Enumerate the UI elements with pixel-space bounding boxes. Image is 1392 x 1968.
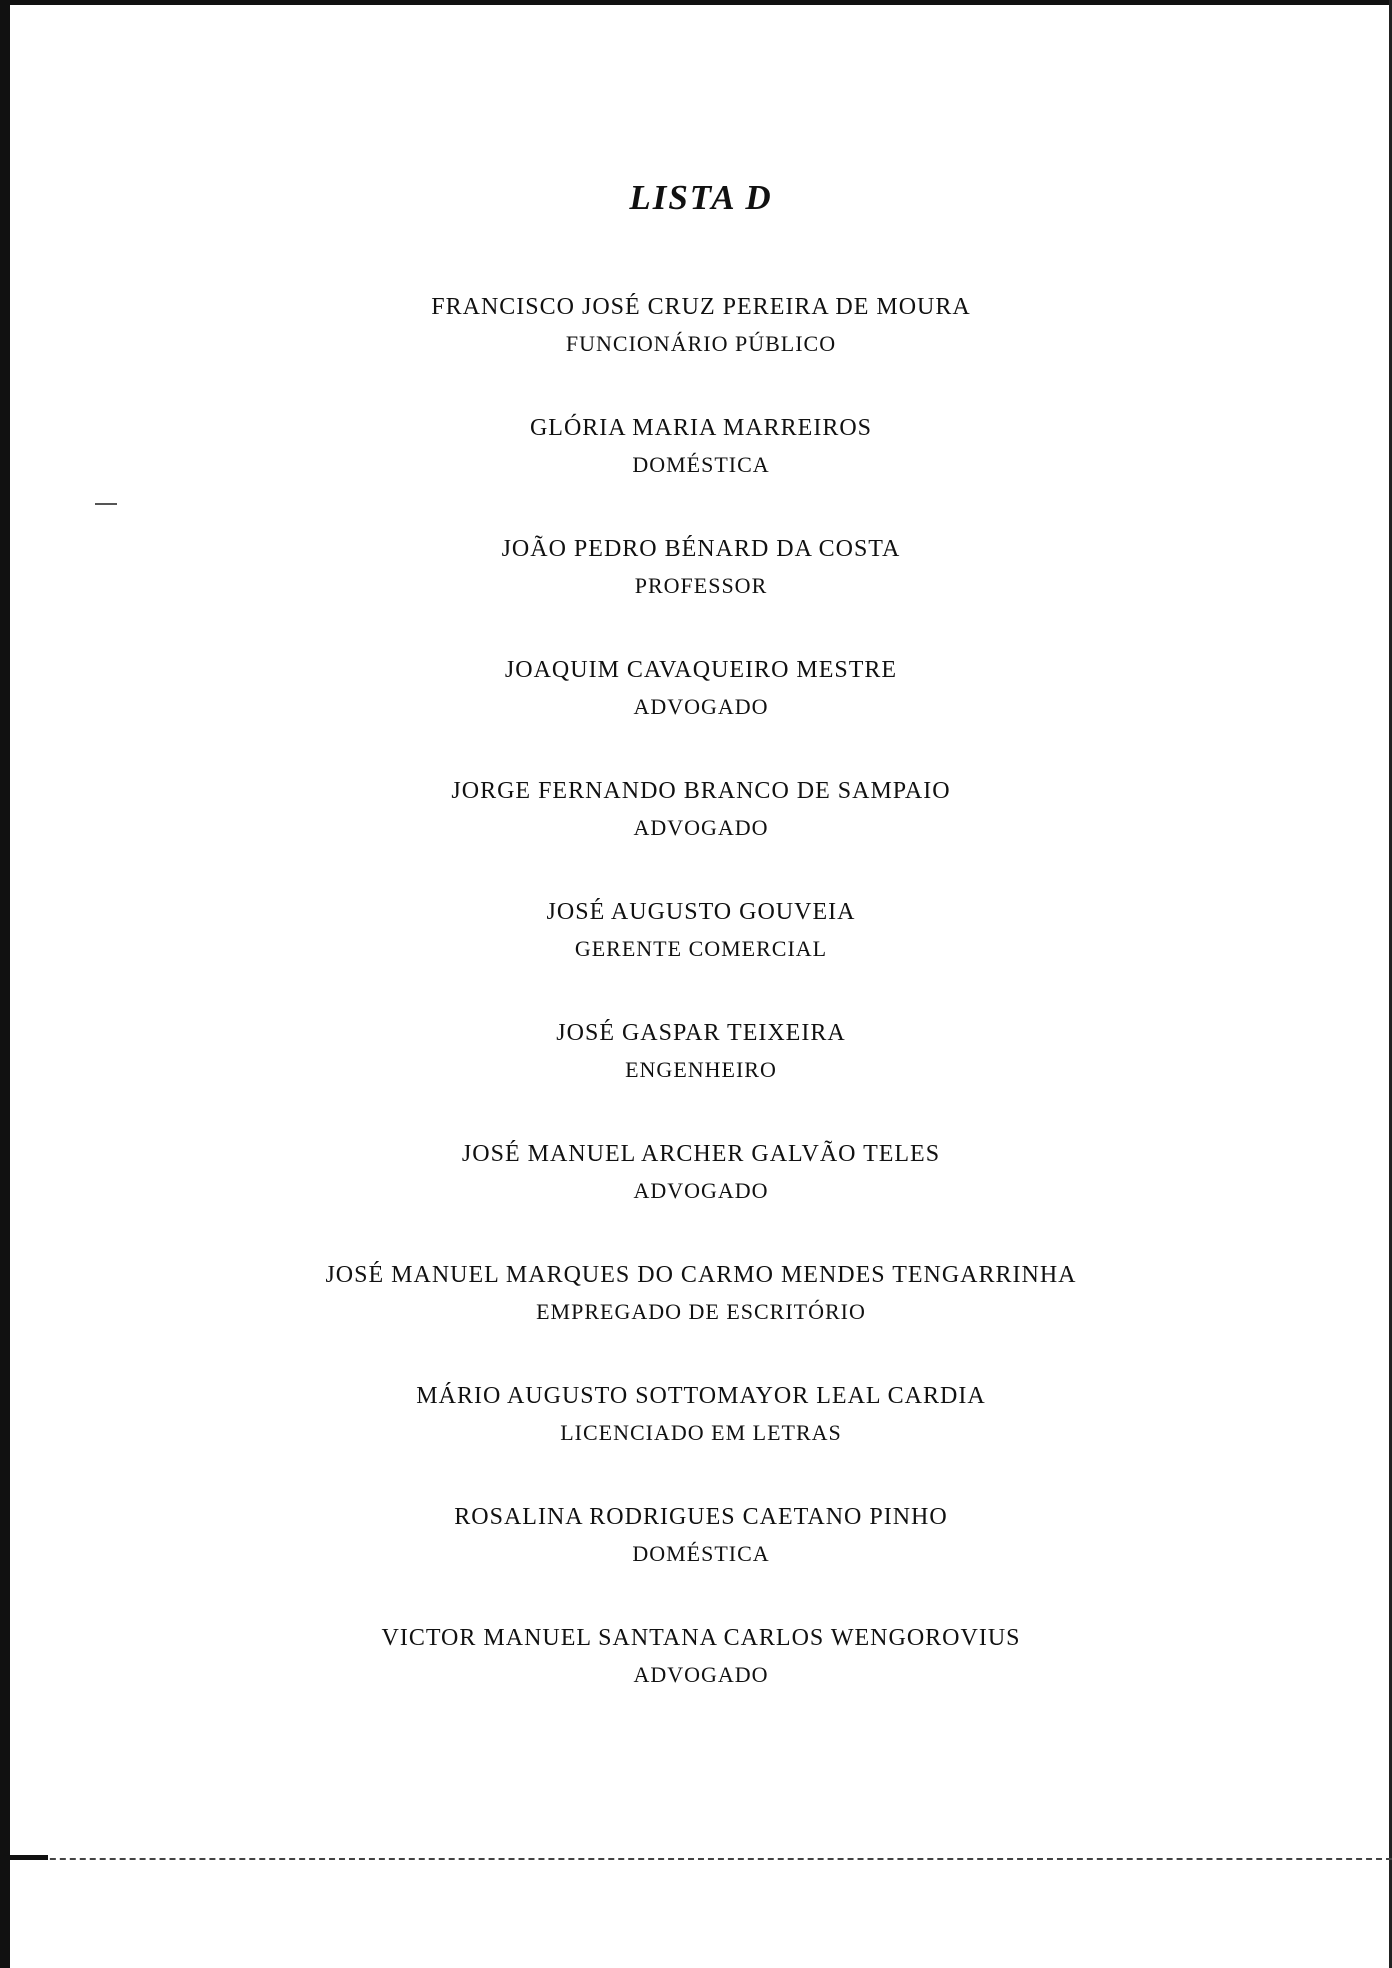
page-border-top: [0, 0, 1392, 5]
candidate-occupation: DOMÉSTICA: [632, 452, 770, 477]
candidate-occupation: ADVOGADO: [633, 1662, 769, 1687]
list-item: [10, 649, 1392, 770]
candidate-name: GLÓRIA MARIA MARREIROS: [529, 415, 873, 441]
candidate-name: JOSÉ GASPAR TEIXEIRA: [556, 1020, 846, 1046]
candidate-occupation: GERENTE COMERCIAL: [574, 936, 828, 961]
candidate-occupation: EMPREGADO DE ESCRITÓRIO: [536, 1299, 866, 1324]
list-item: [10, 286, 1392, 407]
candidate-occupation: LICENCIADO EM LETRAS: [560, 1420, 842, 1445]
candidate-name: JOSÉ MANUEL MARQUES DO CARMO MENDES TENGARRINHA: [325, 1262, 1077, 1288]
candidate-occupation: DOMÉSTICA: [632, 1541, 770, 1566]
list-item: [10, 1617, 1392, 1738]
candidate-occupation: FUNCIONÁRIO PÚBLICO: [565, 331, 837, 356]
page-bottom-corner: [0, 1855, 48, 1860]
list-item: [10, 407, 1392, 528]
list-item: [10, 1496, 1392, 1617]
candidate-occupation: ADVOGADO: [633, 815, 769, 840]
candidate-occupation: ENGENHEIRO: [625, 1057, 777, 1082]
candidate-name: JOAQUIM CAVAQUEIRO MESTRE: [504, 657, 898, 683]
list-item: [10, 1254, 1392, 1375]
list-item: [10, 1375, 1392, 1496]
list-item: [10, 1133, 1392, 1254]
list-item: [10, 528, 1392, 649]
list-item: [10, 770, 1392, 891]
candidate-name: ROSALINA RODRIGUES CAETANO PINHO: [454, 1504, 948, 1530]
list-title: LISTA D: [629, 178, 773, 217]
candidate-name: JORGE FERNANDO BRANCO DE SAMPAIO: [451, 778, 951, 804]
candidate-name: JOSÉ AUGUSTO GOUVEIA: [546, 899, 856, 925]
candidate-name: JOSÉ MANUEL ARCHER GALVÃO TELES: [461, 1141, 941, 1167]
candidate-name: JOÃO PEDRO BÉNARD DA COSTA: [501, 536, 901, 562]
list-item: [10, 1012, 1392, 1133]
candidate-occupation: PROFESSOR: [634, 573, 768, 598]
list-item: [10, 891, 1392, 1012]
candidate-list: [0, 286, 1392, 1738]
candidate-occupation: ADVOGADO: [633, 694, 769, 719]
candidate-name: MÁRIO AUGUSTO SOTTOMAYOR LEAL CARDIA: [416, 1383, 986, 1409]
candidate-occupation: ADVOGADO: [633, 1178, 769, 1203]
candidate-name: FRANCISCO JOSÉ CRUZ PEREIRA DE MOURA: [431, 294, 971, 320]
candidate-name: VICTOR MANUEL SANTANA CARLOS WENGOROVIUS: [381, 1625, 1021, 1651]
page-bottom-rule: [0, 1858, 1392, 1860]
